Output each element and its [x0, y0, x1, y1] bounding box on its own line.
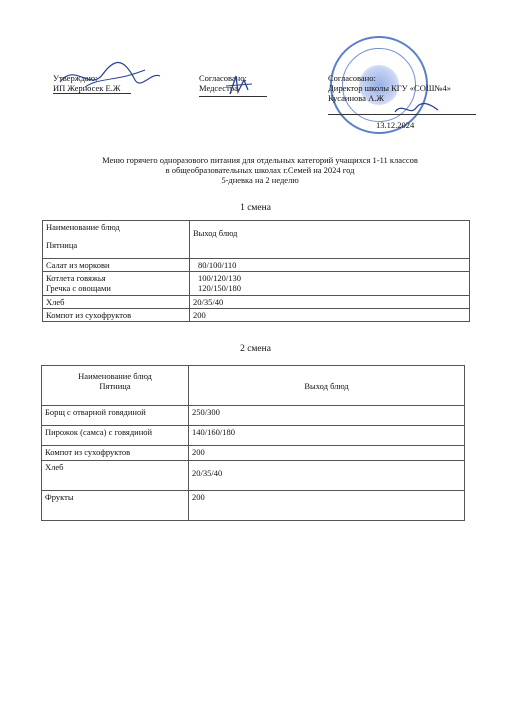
table-row	[42, 461, 465, 491]
dish-output: 20/35/40	[190, 296, 470, 309]
table-header-row	[42, 366, 465, 406]
dish-output: 20/35/40	[192, 468, 223, 478]
dish-name: Компот из сухофруктов	[42, 446, 189, 461]
dish-name: Пирожок (самса) с говядиной	[42, 426, 189, 446]
agreed-director-name: Кусаинова А.Ж	[328, 93, 384, 103]
header-output-cell	[190, 221, 470, 259]
agreed-director-role: Директор школы КГУ «СОШ№4»	[328, 83, 452, 93]
table-header-row	[43, 221, 470, 259]
dish-output: 80/100/110	[190, 259, 470, 272]
agreed-director-block	[328, 73, 451, 103]
dish-name: Гречка с овощами	[46, 283, 111, 293]
dish-name: Хлеб	[42, 461, 189, 491]
approve-signer: ИП Жерносек Е.Ж	[53, 83, 121, 93]
table-row	[43, 296, 470, 309]
director-date: 13.12.2024	[376, 120, 415, 130]
table-row	[42, 426, 465, 446]
dish-name: Фрукты	[42, 491, 189, 521]
dish-name: Котлета говяжья	[46, 273, 106, 283]
dish-output: 100/120/130	[198, 273, 241, 283]
table-row	[43, 259, 470, 272]
title-line-3: 5-дневка на 2 неделю	[221, 175, 299, 185]
title-line-2: в общеобразовательных школах г.Семей на 2024 год	[165, 165, 355, 175]
dish-output: 200	[189, 491, 465, 521]
dish-name: Компот из сухофруктов	[43, 309, 190, 322]
header-output-label: Выход блюд	[304, 380, 349, 391]
shift-2-table	[41, 365, 465, 521]
agreed-nurse-role: Медсестра	[199, 83, 238, 93]
dish-name: Хлеб	[43, 296, 190, 309]
dish-output: 200	[189, 446, 465, 461]
header-output-label: Выход блюд	[193, 228, 238, 238]
header-dish-label: Наименование блюд	[46, 222, 120, 232]
table-row	[42, 491, 465, 521]
shift-1-table	[42, 220, 470, 322]
approve-label: Утверждаю:	[53, 73, 98, 83]
director-signature-icon	[392, 100, 442, 118]
header-dish-cell	[43, 221, 190, 259]
shift-1-heading: 1 смена	[240, 203, 271, 213]
shift-2-heading: 2 смена	[240, 344, 271, 354]
title-line-1: Меню горячего одноразового питания для отдельных категорий учащихся 1-11 классов	[102, 155, 418, 165]
header-dish-cell	[42, 366, 189, 406]
dish-name: Борщ с отварной говядиной	[42, 406, 189, 426]
table-row	[43, 309, 470, 322]
dish-output-cell	[190, 272, 470, 296]
header-output-cell	[189, 366, 465, 406]
header-day-label: Пятница	[46, 240, 78, 250]
header-day-label: Пятница	[99, 381, 131, 391]
menu-title	[40, 155, 480, 185]
header-dish-label: Наименование блюд	[78, 371, 152, 381]
table-row	[43, 272, 470, 296]
table-row	[42, 446, 465, 461]
dish-name: Салат из моркови	[43, 259, 190, 272]
dish-output: 200	[190, 309, 470, 322]
dish-name-cell	[43, 272, 190, 296]
agreed-nurse-label: Согласовано:	[199, 73, 247, 83]
table-row	[42, 406, 465, 426]
agreed-director-label: Согласовано:	[328, 73, 376, 83]
dish-output-cell	[189, 461, 465, 491]
dish-output: 120/150/180	[198, 283, 241, 293]
approve-signature-icon	[55, 52, 165, 97]
dish-output: 250/300	[189, 406, 465, 426]
nurse-signature-icon	[224, 72, 256, 98]
dish-output: 140/160/180	[189, 426, 465, 446]
